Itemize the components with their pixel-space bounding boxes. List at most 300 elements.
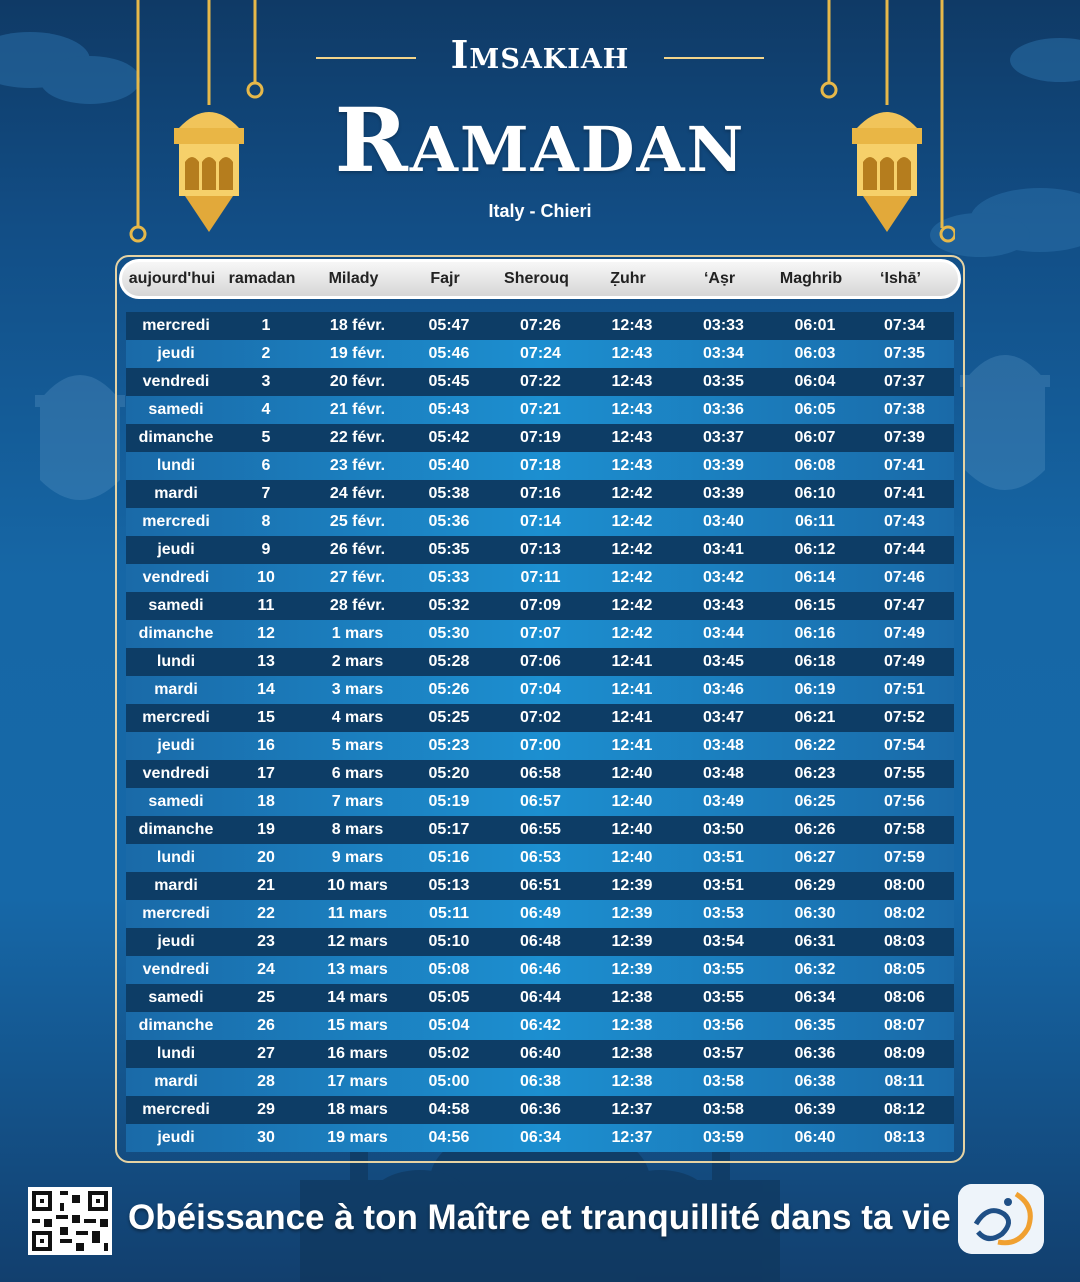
col-ramadan-cell: 15 <box>257 709 275 726</box>
page-title: Ramadan <box>334 88 746 192</box>
col-ramadan-cell: 24 <box>257 961 275 978</box>
col-asr-cell: 03:58 <box>703 1101 744 1118</box>
col-asr-cell: 03:43 <box>703 597 744 614</box>
col-zuhr-cell: 12:43 <box>611 373 653 390</box>
col-asr-cell: 03:39 <box>703 457 744 474</box>
col-isha-cell: 07:46 <box>884 569 925 586</box>
col-fajr-cell: 05:10 <box>428 933 470 950</box>
col-today-cell: mercredi <box>142 709 210 726</box>
col-sherouq-cell: 07:22 <box>520 373 561 390</box>
col-maghrib-cell: 06:40 <box>794 1129 836 1146</box>
col-fajr-cell: 05:32 <box>428 597 470 614</box>
col-zuhr-cell: 12:37 <box>611 1129 653 1146</box>
col-today-cell: vendredi <box>142 373 210 390</box>
table-row <box>126 452 954 480</box>
col-maghrib-cell: 06:03 <box>794 345 836 362</box>
col-fajr-cell: 05:46 <box>428 345 470 362</box>
col-ramadan-cell: 8 <box>261 513 271 530</box>
col-sherouq-cell: 06:48 <box>520 933 561 950</box>
col-today-cell: mardi <box>154 877 198 894</box>
col-today-cell: dimanche <box>138 821 214 838</box>
location-label: Italy - Chieri <box>488 201 592 221</box>
col-milady-cell: 12 mars <box>327 933 388 950</box>
col-sherouq-cell: 07:11 <box>520 569 561 586</box>
col-sherouq-cell: 06:49 <box>520 905 561 922</box>
col-zuhr-cell: 12:40 <box>611 793 653 810</box>
col-fajr-cell: 05:23 <box>428 737 470 754</box>
col-asr-cell: 03:53 <box>703 905 744 922</box>
col-maghrib-cell: 06:11 <box>794 513 836 530</box>
col-ramadan-cell: 3 <box>261 373 271 390</box>
col-zuhr-cell: 12:43 <box>611 429 653 446</box>
col-today-cell: mercredi <box>142 905 210 922</box>
col-maghrib-cell: 06:36 <box>794 1045 836 1062</box>
col-milady-cell: 13 mars <box>327 961 388 978</box>
col-ramadan-cell: 1 <box>261 317 271 334</box>
col-fajr-cell: 05:36 <box>428 513 470 530</box>
table-row <box>126 704 954 732</box>
col-today-cell: samedi <box>148 401 204 418</box>
col-today-cell: mercredi <box>142 317 210 334</box>
col-milady-cell: 18 mars <box>327 1101 388 1118</box>
col-milady-cell: 10 mars <box>327 877 388 894</box>
col-maghrib-cell: 06:19 <box>794 681 836 698</box>
table-row <box>126 480 954 508</box>
col-maghrib-cell: 06:14 <box>794 569 836 586</box>
col-isha-cell: 07:41 <box>884 485 925 502</box>
col-isha-cell: 08:03 <box>884 933 925 950</box>
col-zuhr-cell: 12:42 <box>611 485 653 502</box>
col-zuhr-cell: 12:43 <box>611 345 653 362</box>
col-sherouq-cell: 06:57 <box>520 793 561 810</box>
col-sherouq-header: Sherouq <box>504 270 569 287</box>
col-fajr-cell: 05:16 <box>428 849 470 866</box>
col-milady-cell: 19 févr. <box>329 345 386 362</box>
qr-code-icon[interactable] <box>28 1187 112 1255</box>
col-asr-cell: 03:47 <box>703 709 744 726</box>
col-asr-cell: 03:48 <box>703 765 744 782</box>
col-sherouq-cell: 06:40 <box>520 1045 561 1062</box>
col-maghrib-cell: 06:38 <box>794 1073 836 1090</box>
col-fajr-cell: 05:33 <box>428 569 470 586</box>
col-ramadan-cell: 30 <box>257 1129 275 1146</box>
col-today-cell: dimanche <box>138 429 214 446</box>
col-milady-cell: 24 févr. <box>329 485 386 502</box>
table-row <box>126 676 954 704</box>
col-ramadan-cell: 18 <box>257 793 275 810</box>
col-ramadan-cell: 27 <box>257 1045 275 1062</box>
table-row <box>126 1068 954 1096</box>
table-row <box>126 844 954 872</box>
col-asr-cell: 03:50 <box>703 821 744 838</box>
table-row <box>126 956 954 984</box>
col-fajr-cell: 05:05 <box>428 989 470 1006</box>
col-isha-cell: 07:39 <box>884 429 925 446</box>
col-milady-cell: 16 mars <box>327 1045 388 1062</box>
col-sherouq-cell: 06:36 <box>520 1101 561 1118</box>
table-row <box>126 984 954 1012</box>
col-asr-cell: 03:51 <box>703 849 744 866</box>
table-row <box>126 368 954 396</box>
col-today-cell: vendredi <box>142 765 210 782</box>
col-isha-header: ʻIshāʼ <box>880 270 921 287</box>
col-maghrib-cell: 06:31 <box>794 933 836 950</box>
col-maghrib-cell: 06:05 <box>794 401 836 418</box>
col-milady-cell: 28 févr. <box>329 597 386 614</box>
col-asr-cell: 03:40 <box>703 513 744 530</box>
col-fajr-cell: 05:45 <box>428 373 470 390</box>
table-row <box>126 1040 954 1068</box>
col-zuhr-cell: 12:43 <box>611 457 653 474</box>
col-fajr-cell: 05:43 <box>428 401 470 418</box>
col-milady-cell: 6 mars <box>331 765 384 782</box>
col-asr-cell: 03:36 <box>703 401 744 418</box>
col-isha-cell: 07:51 <box>884 681 925 698</box>
col-sherouq-cell: 07:21 <box>520 401 561 418</box>
col-ramadan-cell: 9 <box>261 541 271 558</box>
col-today-cell: jeudi <box>157 541 195 558</box>
col-fajr-cell: 05:42 <box>428 429 470 446</box>
col-fajr-cell: 05:13 <box>428 877 470 894</box>
col-ramadan-cell: 2 <box>261 345 271 362</box>
col-sherouq-cell: 07:00 <box>520 737 561 754</box>
col-isha-cell: 08:07 <box>884 1017 925 1034</box>
col-isha-cell: 08:09 <box>884 1045 925 1062</box>
col-today-cell: lundi <box>156 1045 196 1062</box>
col-today-cell: mardi <box>154 681 198 698</box>
col-isha-cell: 07:41 <box>884 457 925 474</box>
col-today-cell: samedi <box>148 793 204 810</box>
col-ramadan-cell: 20 <box>257 849 275 866</box>
col-sherouq-cell: 07:19 <box>520 429 561 446</box>
col-isha-cell: 07:52 <box>884 709 925 726</box>
col-ramadan-cell: 11 <box>257 597 275 614</box>
col-asr-cell: 03:42 <box>703 569 744 586</box>
col-sherouq-cell: 07:26 <box>520 317 561 334</box>
col-ramadan-cell: 10 <box>257 569 275 586</box>
col-milady-cell: 21 févr. <box>329 401 386 418</box>
col-fajr-cell: 04:56 <box>428 1129 470 1146</box>
table-row <box>126 396 954 424</box>
col-zuhr-cell: 12:43 <box>611 317 653 334</box>
col-asr-cell: 03:33 <box>703 317 744 334</box>
col-ramadan-cell: 21 <box>257 877 275 894</box>
col-sherouq-cell: 07:04 <box>520 681 561 698</box>
table-row <box>126 732 954 760</box>
table-header <box>119 259 961 299</box>
col-today-cell: jeudi <box>157 345 195 362</box>
table-row <box>126 928 954 956</box>
table-row <box>126 1124 954 1152</box>
table-row <box>126 508 954 536</box>
col-asr-cell: 03:57 <box>703 1045 744 1062</box>
col-ramadan-cell: 26 <box>257 1017 275 1034</box>
col-isha-cell: 07:47 <box>884 597 925 614</box>
table-row <box>126 788 954 816</box>
col-milady-cell: 1 mars <box>331 625 384 642</box>
col-asr-cell: 03:41 <box>703 541 744 558</box>
col-today-cell: lundi <box>156 653 196 670</box>
col-maghrib-cell: 06:34 <box>794 989 836 1006</box>
col-milady-cell: 14 mars <box>327 989 388 1006</box>
table-body <box>126 312 954 1152</box>
table-row <box>126 1012 954 1040</box>
col-maghrib-cell: 06:27 <box>794 849 836 866</box>
col-fajr-cell: 05:30 <box>428 625 470 642</box>
col-fajr-cell: 05:25 <box>428 709 470 726</box>
col-ramadan-cell: 23 <box>257 933 275 950</box>
col-zuhr-header: Ẓuhr <box>610 270 646 287</box>
col-isha-cell: 07:37 <box>884 373 925 390</box>
col-ramadan-header: ramadan <box>228 270 296 287</box>
table-row <box>126 564 954 592</box>
col-milady-cell: 4 mars <box>331 709 384 726</box>
col-maghrib-cell: 06:15 <box>794 597 836 614</box>
col-isha-cell: 07:58 <box>884 821 925 838</box>
col-asr-header: ʻAṣr <box>703 270 736 287</box>
col-ramadan-cell: 5 <box>261 429 271 446</box>
col-maghrib-cell: 06:26 <box>794 821 836 838</box>
col-maghrib-cell: 06:32 <box>794 961 836 978</box>
table-row <box>126 760 954 788</box>
col-maghrib-cell: 06:21 <box>794 709 836 726</box>
col-today-cell: mercredi <box>142 513 210 530</box>
col-today-cell: mercredi <box>142 1101 210 1118</box>
col-sherouq-cell: 06:44 <box>520 989 561 1006</box>
col-isha-cell: 07:38 <box>884 401 925 418</box>
col-isha-cell: 07:56 <box>884 793 925 810</box>
table-row <box>126 648 954 676</box>
col-today-cell: jeudi <box>157 1129 195 1146</box>
col-today-cell: lundi <box>156 457 196 474</box>
col-sherouq-cell: 07:18 <box>520 457 561 474</box>
col-sherouq-cell: 06:58 <box>520 765 561 782</box>
col-maghrib-cell: 06:08 <box>794 457 836 474</box>
col-fajr-cell: 05:02 <box>428 1045 470 1062</box>
col-isha-cell: 08:12 <box>884 1101 925 1118</box>
col-zuhr-cell: 12:42 <box>611 597 653 614</box>
col-today-cell: dimanche <box>138 625 214 642</box>
col-zuhr-cell: 12:39 <box>611 877 653 894</box>
col-fajr-cell: 05:11 <box>428 905 470 922</box>
col-today-cell: mardi <box>154 1073 198 1090</box>
col-isha-cell: 07:44 <box>884 541 925 558</box>
col-milady-cell: 23 févr. <box>329 457 386 474</box>
col-fajr-cell: 05:47 <box>428 317 470 334</box>
col-asr-cell: 03:37 <box>703 429 744 446</box>
col-maghrib-cell: 06:29 <box>794 877 836 894</box>
col-ramadan-cell: 28 <box>257 1073 275 1090</box>
col-sherouq-cell: 06:51 <box>520 877 561 894</box>
app-logo-icon[interactable] <box>958 1184 1044 1254</box>
col-zuhr-cell: 12:42 <box>611 541 653 558</box>
col-today-cell: samedi <box>148 597 204 614</box>
col-asr-cell: 03:49 <box>703 793 744 810</box>
col-milady-cell: 8 mars <box>331 821 384 838</box>
col-fajr-cell: 05:40 <box>428 457 470 474</box>
col-asr-cell: 03:51 <box>703 877 744 894</box>
col-fajr-cell: 05:19 <box>428 793 470 810</box>
col-today-header: aujourd'hui <box>128 270 216 287</box>
col-ramadan-cell: 13 <box>257 653 275 670</box>
col-milady-header: Milady <box>328 270 379 287</box>
col-sherouq-cell: 06:53 <box>520 849 561 866</box>
col-milady-cell: 17 mars <box>327 1073 388 1090</box>
col-isha-cell: 07:34 <box>884 317 925 334</box>
col-asr-cell: 03:48 <box>703 737 744 754</box>
col-maghrib-cell: 06:23 <box>794 765 836 782</box>
col-zuhr-cell: 12:38 <box>611 1045 653 1062</box>
col-asr-cell: 03:56 <box>703 1017 744 1034</box>
col-isha-cell: 08:11 <box>884 1073 925 1090</box>
col-sherouq-cell: 07:16 <box>520 485 561 502</box>
table-row <box>126 872 954 900</box>
table-row <box>126 1096 954 1124</box>
col-milady-cell: 25 févr. <box>329 513 386 530</box>
col-isha-cell: 07:49 <box>884 625 925 642</box>
col-asr-cell: 03:55 <box>703 989 744 1006</box>
col-milady-cell: 5 mars <box>331 737 384 754</box>
table-row <box>126 424 954 452</box>
col-ramadan-cell: 19 <box>257 821 275 838</box>
col-milady-cell: 11 mars <box>327 905 388 922</box>
table-row <box>126 900 954 928</box>
col-ramadan-cell: 12 <box>257 625 275 642</box>
col-ramadan-cell: 7 <box>261 485 271 502</box>
col-sherouq-cell: 07:24 <box>520 345 561 362</box>
col-fajr-cell: 05:04 <box>428 1017 470 1034</box>
col-milady-cell: 9 mars <box>331 849 384 866</box>
col-isha-cell: 07:43 <box>884 513 925 530</box>
col-maghrib-cell: 06:12 <box>794 541 836 558</box>
col-fajr-cell: 05:35 <box>428 541 470 558</box>
col-ramadan-cell: 22 <box>257 905 275 922</box>
col-zuhr-cell: 12:41 <box>611 653 653 670</box>
table-row <box>126 620 954 648</box>
col-zuhr-cell: 12:39 <box>611 961 653 978</box>
col-zuhr-cell: 12:38 <box>611 1017 653 1034</box>
col-ramadan-cell: 16 <box>257 737 275 754</box>
col-isha-cell: 08:13 <box>884 1129 925 1146</box>
col-isha-cell: 07:55 <box>884 765 925 782</box>
col-maghrib-cell: 06:18 <box>794 653 836 670</box>
table-row <box>126 536 954 564</box>
col-milady-cell: 27 févr. <box>329 569 386 586</box>
col-zuhr-cell: 12:40 <box>611 821 653 838</box>
col-today-cell: vendredi <box>142 961 210 978</box>
col-isha-cell: 07:35 <box>884 345 925 362</box>
col-milady-cell: 20 févr. <box>329 373 386 390</box>
col-fajr-cell: 05:08 <box>428 961 470 978</box>
col-isha-cell: 08:00 <box>884 877 925 894</box>
col-ramadan-cell: 4 <box>261 401 271 418</box>
col-zuhr-cell: 12:42 <box>611 625 653 642</box>
col-zuhr-cell: 12:40 <box>611 849 653 866</box>
col-maghrib-cell: 06:39 <box>794 1101 836 1118</box>
col-milady-cell: 3 mars <box>331 681 384 698</box>
col-fajr-cell: 04:58 <box>428 1101 470 1118</box>
col-isha-cell: 08:05 <box>884 961 925 978</box>
col-isha-cell: 07:54 <box>884 737 925 754</box>
col-maghrib-cell: 06:10 <box>794 485 836 502</box>
col-sherouq-cell: 07:13 <box>520 541 561 558</box>
col-asr-cell: 03:59 <box>703 1129 744 1146</box>
col-maghrib-cell: 06:07 <box>794 429 836 446</box>
col-fajr-cell: 05:38 <box>428 485 470 502</box>
col-maghrib-cell: 06:22 <box>794 737 836 754</box>
col-fajr-cell: 05:17 <box>428 821 470 838</box>
table-row <box>126 312 954 340</box>
col-today-cell: dimanche <box>138 1017 214 1034</box>
col-milady-cell: 18 févr. <box>329 317 386 334</box>
col-today-cell: samedi <box>148 989 204 1006</box>
table-row <box>126 340 954 368</box>
col-asr-cell: 03:34 <box>703 345 744 362</box>
col-milady-cell: 15 mars <box>327 1017 388 1034</box>
col-zuhr-cell: 12:39 <box>611 905 653 922</box>
col-maghrib-cell: 06:30 <box>794 905 836 922</box>
col-asr-cell: 03:35 <box>703 373 744 390</box>
col-ramadan-cell: 29 <box>257 1101 275 1118</box>
col-milady-cell: 22 févr. <box>329 429 386 446</box>
col-zuhr-cell: 12:43 <box>611 401 653 418</box>
col-isha-cell: 08:02 <box>884 905 925 922</box>
col-ramadan-cell: 6 <box>261 457 271 474</box>
col-asr-cell: 03:39 <box>703 485 744 502</box>
col-zuhr-cell: 12:38 <box>611 989 653 1006</box>
col-fajr-cell: 05:00 <box>428 1073 470 1090</box>
col-maghrib-cell: 06:16 <box>794 625 836 642</box>
col-milady-cell: 7 mars <box>331 793 384 810</box>
col-zuhr-cell: 12:42 <box>611 569 653 586</box>
col-fajr-cell: 05:20 <box>428 765 470 782</box>
table-row <box>126 592 954 620</box>
table-row <box>126 816 954 844</box>
col-sherouq-cell: 07:02 <box>520 709 561 726</box>
page-subtitle: Imsakiah <box>450 32 630 77</box>
col-maghrib-header: Maghrib <box>779 270 843 287</box>
col-sherouq-cell: 06:42 <box>520 1017 561 1034</box>
col-zuhr-cell: 12:41 <box>611 709 653 726</box>
col-asr-cell: 03:46 <box>703 681 744 698</box>
col-fajr-cell: 05:26 <box>428 681 470 698</box>
col-sherouq-cell: 06:34 <box>520 1129 561 1146</box>
col-maghrib-cell: 06:04 <box>794 373 836 390</box>
footer-tagline: Obéissance à ton Maître et tranquillité dans ta vie <box>128 1198 951 1237</box>
col-asr-cell: 03:44 <box>703 625 744 642</box>
col-maghrib-cell: 06:25 <box>794 793 836 810</box>
col-milady-cell: 26 févr. <box>329 541 386 558</box>
col-sherouq-cell: 07:07 <box>520 625 561 642</box>
col-fajr-header: Fajr <box>430 270 460 287</box>
col-sherouq-cell: 07:09 <box>520 597 561 614</box>
col-sherouq-cell: 06:46 <box>520 961 561 978</box>
col-ramadan-cell: 25 <box>257 989 275 1006</box>
col-milady-cell: 2 mars <box>331 653 384 670</box>
col-zuhr-cell: 12:42 <box>611 513 653 530</box>
col-sherouq-cell: 07:14 <box>520 513 561 530</box>
col-isha-cell: 07:49 <box>884 653 925 670</box>
col-zuhr-cell: 12:38 <box>611 1073 653 1090</box>
col-today-cell: vendredi <box>142 569 210 586</box>
col-zuhr-cell: 12:40 <box>611 765 653 782</box>
col-zuhr-cell: 12:37 <box>611 1101 653 1118</box>
col-today-cell: jeudi <box>157 933 195 950</box>
col-isha-cell: 08:06 <box>884 989 925 1006</box>
col-zuhr-cell: 12:41 <box>611 737 653 754</box>
col-asr-cell: 03:58 <box>703 1073 744 1090</box>
col-sherouq-cell: 06:55 <box>520 821 561 838</box>
